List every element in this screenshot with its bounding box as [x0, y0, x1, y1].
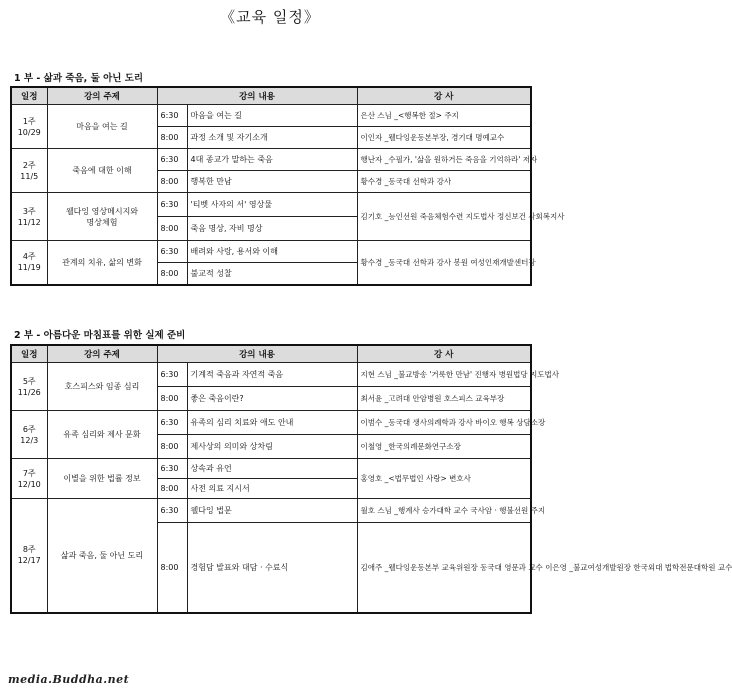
table-row: [11, 149, 531, 171]
table-row: [11, 499, 531, 523]
time-cell: 8:00: [157, 387, 187, 411]
week-cell: 6주 12/3: [11, 411, 47, 459]
header-week: 일정: [11, 87, 47, 105]
content-cell: 과정 소개 및 자기소개: [187, 127, 357, 149]
time-cell: 8:00: [157, 127, 187, 149]
lecturer-cell: 이철영 _한국의례문화연구소장: [357, 435, 531, 459]
content-cell: 사전 의료 지시서: [187, 479, 357, 499]
content-cell: 4대 종교가 말하는 죽음: [187, 149, 357, 171]
table-header-row: [11, 87, 531, 105]
subject-cell: 죽음에 대한 이해: [47, 149, 157, 193]
time-cell: 6:30: [157, 105, 187, 127]
time-cell: 6:30: [157, 459, 187, 479]
part2-table: [10, 344, 732, 614]
table-row: [11, 411, 531, 435]
part1-table: [10, 86, 565, 286]
header-subject: 강의 주제: [47, 87, 157, 105]
content-cell: 불교적 성찰: [187, 263, 357, 285]
lecturer-cell: 은산 스님 _<행복한 절> 주지: [357, 105, 531, 127]
subject-cell: 이별을 위한 법률 정보: [47, 459, 157, 499]
time-cell: 8:00: [157, 217, 187, 241]
table-row: [11, 459, 531, 479]
subject-cell: 마음을 여는 길: [47, 105, 157, 149]
lecturer-cell: 지현 스님 _불교방송 '거룩한 만남' 진행자 병원법당 지도법사: [357, 363, 531, 387]
week-cell: 7주 12/10: [11, 459, 47, 499]
content-cell: '티벳 사자의 서' 영상물: [187, 193, 357, 217]
lecturer-cell: 이범수 _동국대 생사의례학과 강사 바이오 행복 상담소장: [357, 411, 531, 435]
content-cell: 경험담 발표와 대담 · 수료식: [187, 523, 357, 613]
header-content: 강의 내용: [157, 345, 357, 363]
table-row: [11, 241, 531, 263]
lecturer-cell: 월호 스님 _행계사 승가대학 교수 국사암 · 행불선원 주지: [357, 499, 531, 523]
week-cell: 8주 12/17: [11, 499, 47, 613]
content-cell: 상속과 유언: [187, 459, 357, 479]
content-cell: 행복한 만남: [187, 171, 357, 193]
lecturer-cell: 황수경 _동국대 선학과 강사: [357, 171, 531, 193]
week-cell: 2주 11/5: [11, 149, 47, 193]
content-cell: 웰다잉 법문: [187, 499, 357, 523]
table-row: [11, 193, 531, 217]
content-cell: 죽음 명상, 자비 명상: [187, 217, 357, 241]
week-cell: 4주 11/19: [11, 241, 47, 285]
time-cell: 6:30: [157, 363, 187, 387]
header-lecturer: 강 사: [357, 87, 531, 105]
content-cell: 마음을 여는 길: [187, 105, 357, 127]
lecturer-cell: 행난자 _수필가, '삶을 원하거든 죽음을 기억하라' 저자: [357, 149, 531, 171]
page-title: 《교육 일정》: [220, 8, 320, 26]
lecturer-cell: 홍영호 _<법무법인 사랑> 변호사: [357, 459, 531, 499]
time-cell: 6:30: [157, 241, 187, 263]
time-cell: 8:00: [157, 435, 187, 459]
week-cell: 1주 10/29: [11, 105, 47, 149]
header-subject: 강의 주제: [47, 345, 157, 363]
table-header-row: [11, 345, 531, 363]
part1-label: 1 부 - 삶과 죽음, 둘 아닌 도리: [14, 73, 144, 84]
lecturer-cell: 이인자 _웰다잉운동본부장, 경기대 명예교수: [357, 127, 531, 149]
lecturer-cell: 김애주 _웰다잉운동본부 교육위원장 동국대 영문과 교수 이은영 _불교여성개발원장 한국외대 법학전문대학원 교수: [357, 523, 531, 613]
time-cell: 6:30: [157, 411, 187, 435]
header-content: 강의 내용: [157, 87, 357, 105]
header-week: 일정: [11, 345, 47, 363]
header-lecturer: 강 사: [357, 345, 531, 363]
subject-cell: 관계의 치유, 삶의 변화: [47, 241, 157, 285]
week-cell: 3주 11/12: [11, 193, 47, 241]
time-cell: 8:00: [157, 263, 187, 285]
lecturer-cell: 김기호 _능인선원 죽음체험수련 지도법사 정신보건 사회복지사: [357, 193, 531, 241]
subject-cell: 웰다잉 영상메시지와 명상체험: [47, 193, 157, 241]
part2-label: 2 부 - 아름다운 마침표를 위한 실제 준비: [14, 330, 186, 341]
time-cell: 6:30: [157, 193, 187, 217]
time-cell: 8:00: [157, 523, 187, 613]
time-cell: 6:30: [157, 149, 187, 171]
content-cell: 배려와 사랑, 용서와 이해: [187, 241, 357, 263]
subject-cell: 유족 심리와 제사 문화: [47, 411, 157, 459]
week-cell: 5주 11/26: [11, 363, 47, 411]
table-row: [11, 105, 531, 127]
watermark-logo: media.Buddha.net: [8, 673, 130, 686]
lecturer-cell: 최서윤 _고려대 안암병원 호스피스 교육부장: [357, 387, 531, 411]
subject-cell: 삶과 죽음, 둘 아닌 도리: [47, 499, 157, 613]
time-cell: 8:00: [157, 171, 187, 193]
table-row: [11, 363, 531, 387]
content-cell: 유족의 심리 치료와 애도 안내: [187, 411, 357, 435]
time-cell: 8:00: [157, 479, 187, 499]
content-cell: 기계적 죽음과 자연적 죽음: [187, 363, 357, 387]
subject-cell: 호스피스와 임종 심리: [47, 363, 157, 411]
time-cell: 6:30: [157, 499, 187, 523]
content-cell: 제사상의 의미와 상차림: [187, 435, 357, 459]
content-cell: 좋은 죽음이란?: [187, 387, 357, 411]
lecturer-cell: 황수경 _동국대 선학과 강사 봉원 여성인재개발센터장: [357, 241, 531, 285]
